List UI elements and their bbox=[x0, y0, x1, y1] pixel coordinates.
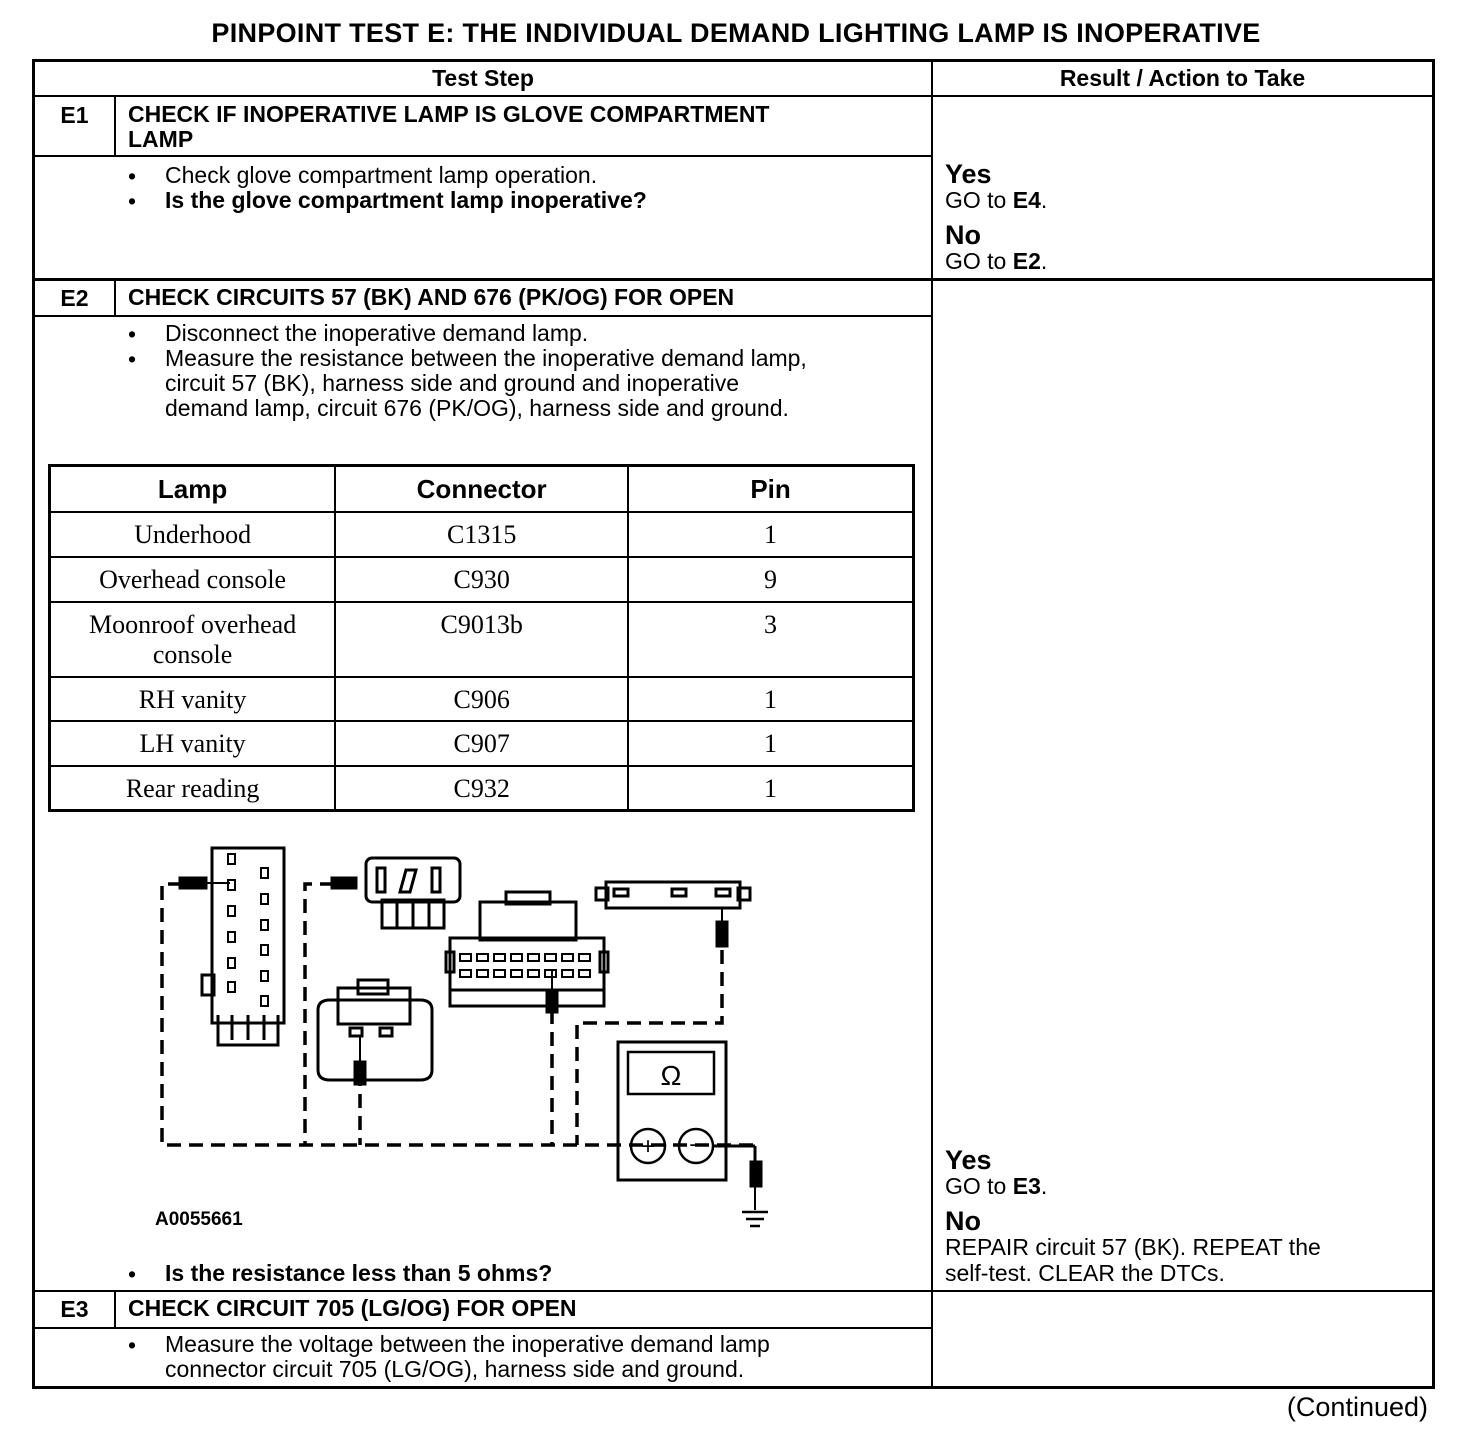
ohm-symbol: Ω bbox=[660, 1060, 682, 1091]
lamp-cell: RH vanity bbox=[50, 677, 336, 721]
frame-right bbox=[1432, 59, 1435, 1389]
vanity-connector-icon bbox=[446, 892, 608, 1006]
bullet: • bbox=[128, 163, 137, 189]
e1-title-line2: LAMP bbox=[128, 126, 194, 152]
e1-id-divider bbox=[114, 95, 116, 157]
column-header-pin: Pin bbox=[628, 466, 913, 513]
rear-reading-connector-icon bbox=[596, 882, 750, 908]
frame-bottom bbox=[32, 1386, 1435, 1389]
e2-bullet2 bbox=[165, 346, 807, 421]
column-header-connector: Connector bbox=[335, 466, 628, 513]
e1-title-rule bbox=[32, 155, 932, 157]
e1-step-title bbox=[128, 102, 769, 152]
e2-top-rule bbox=[32, 278, 1435, 281]
bullet: • bbox=[128, 1261, 137, 1287]
table-row bbox=[50, 766, 914, 810]
e2-step-id: E2 bbox=[60, 285, 89, 311]
table-row bbox=[50, 557, 914, 602]
e2-yes-target: E3 bbox=[1012, 1173, 1041, 1199]
e3-bullet1-line1: Measure the voltage between the inoperative demand lamp bbox=[165, 1331, 770, 1357]
header-rule bbox=[32, 95, 1435, 97]
e3-step-title: CHECK CIRCUIT 705 (LG/OG) FOR OPEN bbox=[128, 1295, 577, 1321]
overhead-console-connector-icon bbox=[366, 858, 460, 928]
column-header-lamp: Lamp bbox=[50, 466, 336, 513]
e2-step-title: CHECK CIRCUITS 57 (BK) AND 676 (PK/OG) FOR OPEN bbox=[128, 284, 735, 310]
e2-bullet2-line2: circuit 57 (BK), harness side and ground and inoperative bbox=[165, 370, 740, 396]
page-title: PINPOINT TEST E: THE INDIVIDUAL DEMAND LIGHTING LAMP IS INOPERATIVE bbox=[211, 18, 1261, 48]
connector-cell: C932 bbox=[335, 766, 628, 810]
pin-cell: 1 bbox=[628, 677, 913, 721]
pin-cell: 9 bbox=[628, 557, 913, 602]
e2-yes-action bbox=[945, 1173, 1047, 1199]
e3-id-divider bbox=[114, 1290, 116, 1329]
e1-yes-action bbox=[945, 187, 1047, 213]
e3-bullet1-line2: connector circuit 705 (LG/OG), harness side and ground. bbox=[165, 1356, 745, 1382]
table-row bbox=[50, 512, 914, 557]
connector-cell: C907 bbox=[335, 721, 628, 766]
connector-cell: C9013b bbox=[335, 602, 628, 677]
pin-cell: 1 bbox=[628, 766, 913, 810]
table-row bbox=[50, 602, 914, 677]
e1-yes-label: Yes bbox=[945, 159, 992, 189]
lamp-cell-text: Moonroof overhead console bbox=[88, 610, 297, 669]
e1-step-id: E1 bbox=[60, 102, 89, 128]
lamp-cell: LH vanity bbox=[50, 721, 336, 766]
bullet: • bbox=[128, 321, 137, 347]
e2-no-line1: REPAIR circuit 57 (BK). REPEAT the bbox=[945, 1234, 1321, 1260]
lamp-cell: Rear reading bbox=[50, 766, 336, 810]
e1-bullet1: Check glove compartment lamp operation. bbox=[165, 162, 598, 188]
e2-no-label: No bbox=[945, 1206, 981, 1236]
period: . bbox=[1040, 248, 1048, 274]
frame-left bbox=[32, 59, 35, 1389]
e2-bullet2-line3: demand lamp, circuit 676 (PK/OG), harness side and ground. bbox=[165, 395, 789, 421]
header-result: Result / Action to Take bbox=[1059, 65, 1306, 91]
figure-id: A0055661 bbox=[155, 1209, 243, 1230]
connector-diagram bbox=[150, 840, 790, 1240]
e1-no-label: No bbox=[945, 220, 981, 250]
e2-no-line2: self-test. CLEAR the DTCs. bbox=[945, 1260, 1225, 1286]
e2-question: Is the resistance less than 5 ohms? bbox=[165, 1260, 553, 1286]
table-row bbox=[50, 721, 914, 766]
bullet: • bbox=[128, 346, 137, 372]
table-header-row bbox=[50, 466, 914, 513]
e3-top-rule bbox=[32, 1290, 1435, 1292]
lamp-cell: Underhood bbox=[50, 512, 336, 557]
period: . bbox=[1040, 1173, 1048, 1199]
e3-title-rule bbox=[32, 1327, 932, 1329]
e2-title-rule bbox=[32, 315, 932, 317]
moonroof-connector-icon bbox=[318, 980, 432, 1080]
e2-yes-prefix: GO to bbox=[945, 1173, 1013, 1199]
underhood-connector-icon bbox=[202, 848, 284, 1045]
wiring-illustration bbox=[150, 840, 790, 1245]
ohmmeter-icon bbox=[618, 1042, 755, 1210]
bullet: • bbox=[128, 1332, 137, 1358]
pin-cell: 1 bbox=[628, 721, 913, 766]
table-row bbox=[50, 677, 914, 721]
e2-bullet2-line1: Measure the resistance between the inoperative demand lamp, bbox=[165, 345, 807, 371]
continued-note: (Continued) bbox=[1286, 1392, 1428, 1422]
period: . bbox=[1040, 187, 1048, 213]
connector-cell: C1315 bbox=[335, 512, 628, 557]
e1-no-prefix: GO to bbox=[945, 248, 1013, 274]
e2-id-divider bbox=[114, 278, 116, 317]
lamp-cell bbox=[50, 602, 336, 677]
header-test-step: Test Step bbox=[432, 65, 534, 91]
e1-yes-target: E4 bbox=[1012, 187, 1041, 213]
pin-cell: 3 bbox=[628, 602, 913, 677]
connector-cell: C906 bbox=[335, 677, 628, 721]
e1-yes-prefix: GO to bbox=[945, 187, 1013, 213]
column-divider bbox=[931, 59, 933, 1389]
lamp-connector-table bbox=[48, 464, 915, 812]
e3-step-id: E3 bbox=[60, 1296, 89, 1322]
bullet: • bbox=[128, 188, 137, 214]
e1-no-action bbox=[945, 248, 1047, 274]
frame-top bbox=[32, 59, 1435, 62]
e3-bullet1 bbox=[165, 1332, 770, 1382]
e1-question: Is the glove compartment lamp inoperative? bbox=[165, 187, 647, 213]
e1-title-line1: CHECK IF INOPERATIVE LAMP IS GLOVE COMPARTMENT bbox=[128, 101, 770, 127]
connector-cell: C930 bbox=[335, 557, 628, 602]
e1-no-target: E2 bbox=[1012, 248, 1041, 274]
e2-no-action bbox=[945, 1234, 1321, 1286]
e2-bullet1: Disconnect the inoperative demand lamp. bbox=[165, 320, 589, 346]
plus-terminal: + bbox=[640, 1133, 656, 1160]
lamp-cell: Overhead console bbox=[50, 557, 336, 602]
minus-terminal: − bbox=[688, 1132, 704, 1159]
e2-yes-label: Yes bbox=[945, 1145, 992, 1175]
ground-symbol-icon bbox=[742, 1212, 768, 1226]
pin-cell: 1 bbox=[628, 512, 913, 557]
